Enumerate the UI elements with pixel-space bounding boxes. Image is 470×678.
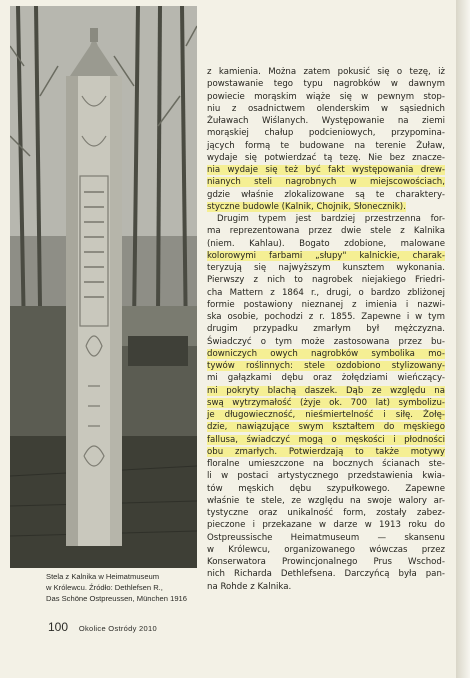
body-line [207, 446, 445, 458]
page-number: 100 [48, 620, 69, 634]
body-line: Żuławach Wiślanych. Występowanie na ziemi [207, 116, 445, 126]
body-line: z kamienia. Można zatem pokusić się o tezę, iż [207, 67, 445, 77]
highlighted-text: kolorowymi farbami „słupy" kalnickie, charak- [207, 250, 445, 261]
body-line: wydaje się potwierdzać tą tezę. Nie bez znacze- [207, 152, 445, 163]
photo-stele-icon [10, 6, 197, 568]
highlighted-text: obu zmarłych. Potwierdzają to także motywy [207, 446, 445, 457]
stele-photograph [10, 6, 197, 568]
body-line: tów męskich dębu szypułkowego. Zapewne [207, 483, 445, 494]
body-line: cha Mattern z 1864 r., drugi, o bardzo zbliżonej [207, 287, 445, 298]
body-line: powiecie morąskim wiąże się w pewnym stop- [207, 91, 445, 102]
body-line: niu z osadnictwem olenderskim w sąsiednich [207, 103, 445, 114]
caption-line: Stela z Kalnika w Heimatmuseum [46, 572, 160, 581]
body-line: teryzują się najwyższym kunsztem wykonania. [207, 263, 445, 273]
body-line: gdzie właśnie zlokalizowane są te charaktery- [207, 189, 445, 200]
body-line: pieczone i przekazane w darze w 1913 roku do [207, 520, 445, 531]
highlighted-text: fallusa, świadczyć mogą o męskości i płodności [207, 434, 445, 445]
body-line [207, 434, 445, 446]
body-line: li w postaci artystycznego przedstawienia kwia- [207, 471, 445, 482]
highlighted-text: mi pokryty blachą daszek. Dąb ze względu na [207, 385, 445, 396]
body-line [207, 385, 445, 397]
highlighted-text: downiczych owych nagrobków symbolika mo- [207, 348, 445, 359]
caption-line: w Królewcu. Źródło: Dethlefsen R., [46, 583, 163, 592]
body-line: właśnie te stele, ze względu na swoje walory ar- [207, 495, 445, 506]
body-line: na Rohde z Kalnika. [207, 581, 292, 592]
body-line: Drugim typem jest bardziej przestrzenna for- [217, 214, 445, 224]
body-line: morąskiej chałup podcieniowych, przypomina- [207, 128, 445, 139]
page-footer [48, 620, 157, 634]
body-line: formie postawiony nieznanej z imienia i nazwi- [207, 299, 445, 310]
highlighted-text: je długowieczność, nieśmiertelność i siłę. Żołę- [207, 410, 445, 420]
body-line [207, 176, 445, 188]
body-line: Pierwszy z nich to nagrobek niejakiego Friedri- [207, 275, 445, 286]
body-line [207, 397, 445, 409]
body-line: tystyczne oraz unikalność form, zostały zabez- [207, 508, 445, 518]
body-line [207, 421, 445, 433]
body-line: w Królewcu, organizowanego wówczas przez [207, 544, 445, 555]
highlighted-text: nianych steli nagrobnych w miejscowościach, [207, 177, 445, 188]
body-line [207, 164, 445, 176]
body-line: Ostpreussische Heimatmuseum — skansenu [207, 532, 445, 543]
body-line [207, 201, 445, 213]
highlighted-text: nia wydaje się też być fakt występowania drew- [207, 165, 445, 175]
body-line: drugim przypadku zmarłym był mężczyzna. [207, 324, 445, 335]
highlighted-text: styczne budowle (Kalnik, Chojnik, Słonecznik). [207, 201, 406, 212]
highlighted-text: dzie, nawiązujące swym kształtem do męskiego [207, 422, 445, 433]
body-line: (niem. Kahlau). Bogato zdobione, malowane [207, 238, 445, 249]
body-line: floralne umieszczone na bocznych ścianach ste- [207, 459, 445, 469]
page-gutter [456, 0, 470, 678]
body-line [207, 250, 445, 262]
highlighted-text: tywów roślinnych: stele ozdobiono stylizowany- [207, 361, 445, 371]
publication-title: Okolice Ostródy 2010 [78, 624, 157, 633]
body-line: Świadczyć o tym może zastosowana przez bu- [207, 336, 445, 347]
body-line: Konserwatora Prowincjonalnego Prus Wschod- [207, 557, 445, 567]
highlighted-text: swą wytrzymałość (żyje ok. 700 lat) symbolizu- [207, 397, 445, 408]
body-line: nich Richarda Dethlefsena. Darczyńcą była pan- [207, 569, 445, 580]
body-line [207, 348, 445, 360]
photo-caption [46, 571, 201, 604]
body-line: ska osobie, pochodzi z r. 1855. Zapewne i w tym [207, 312, 445, 322]
body-line [207, 360, 445, 372]
body-line: jących formą te budowane na terenie Żuław, [207, 140, 445, 151]
body-line: powstawanie tego typu nagrobków w dawnym [207, 79, 445, 90]
caption-line: Das Schöne Ostpreussen, München 1916 [46, 594, 187, 603]
body-line: ma reprezentowana przez dwie stele z Kalnika [207, 226, 445, 237]
body-text-column [207, 66, 445, 593]
body-line [207, 409, 445, 421]
body-line: mi gałązkami dębu oraz żołędziami wieńczący- [207, 373, 445, 384]
